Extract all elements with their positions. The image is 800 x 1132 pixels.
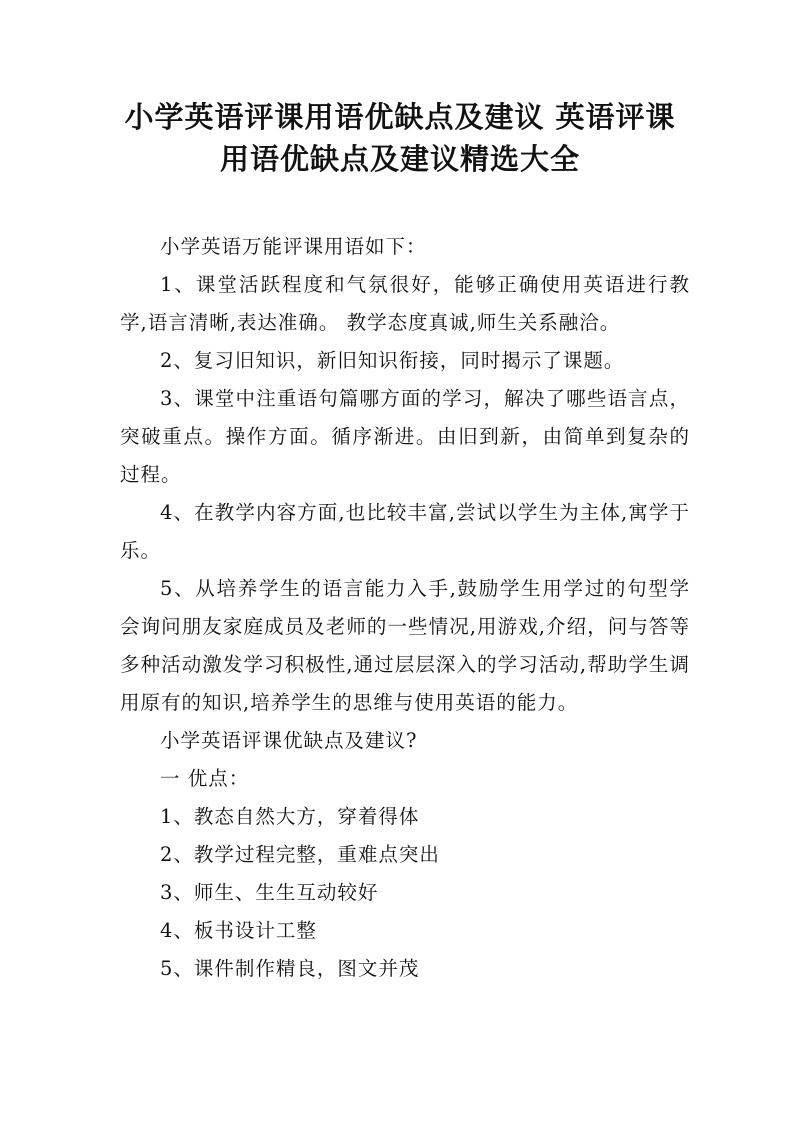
intro-paragraph: 小学英语万能评课用语如下： — [160, 235, 427, 258]
advantages-heading: 一 优点： — [160, 767, 250, 790]
title-line-1: 小学英语评课用语优缺点及建议 英语评课 — [124, 100, 676, 134]
advantage-item: 1、教态自然大方，穿着得体 — [160, 805, 420, 828]
advantage-item: 3、师生、生生互动较好 — [160, 881, 379, 904]
point-4-paragraph: 4、在教学内容方面,也比较丰富,尝试以学生为主体,寓学于乐。 — [120, 501, 690, 562]
advantage-item: 2、教学过程完整，重难点突出 — [160, 843, 440, 866]
advantage-item: 5、课件制作精良，图文并茂 — [160, 957, 420, 980]
section-heading: 小学英语评课优缺点及建议? — [160, 729, 418, 752]
point-2-paragraph: 2、复习旧知识，新旧知识衔接，同时揭示了课题。 — [160, 349, 625, 372]
advantage-item: 4、板书设计工整 — [160, 919, 317, 942]
title-line-2: 用语优缺点及建议精选大全 — [219, 142, 580, 176]
point-3-paragraph: 3、课堂中注重语句篇哪方面的学习，解决了哪些语言点，突破重点。操作方面。循序渐进。由旧到新，由简单到复杂的过程。 — [120, 387, 690, 486]
point-5-paragraph: 5、从培养学生的语言能力入手,鼓励学生用学过的句型学会询问朋友家庭成员及老师的一些情况,用游戏,介绍，问与答等多种活动激发学习积极性,通过层层深入的学习活动,帮助学生调用原有的知识,培养学生的思维与使用英语的能力。 — [120, 577, 690, 714]
point-1-paragraph: 1、课堂活跃程度和气氛很好，能够正确使用英语进行教学,语言清晰,表达准确。 教学态度真诚,师生关系融洽。 — [120, 273, 690, 334]
document-body — [120, 228, 690, 988]
document-title — [90, 96, 710, 180]
